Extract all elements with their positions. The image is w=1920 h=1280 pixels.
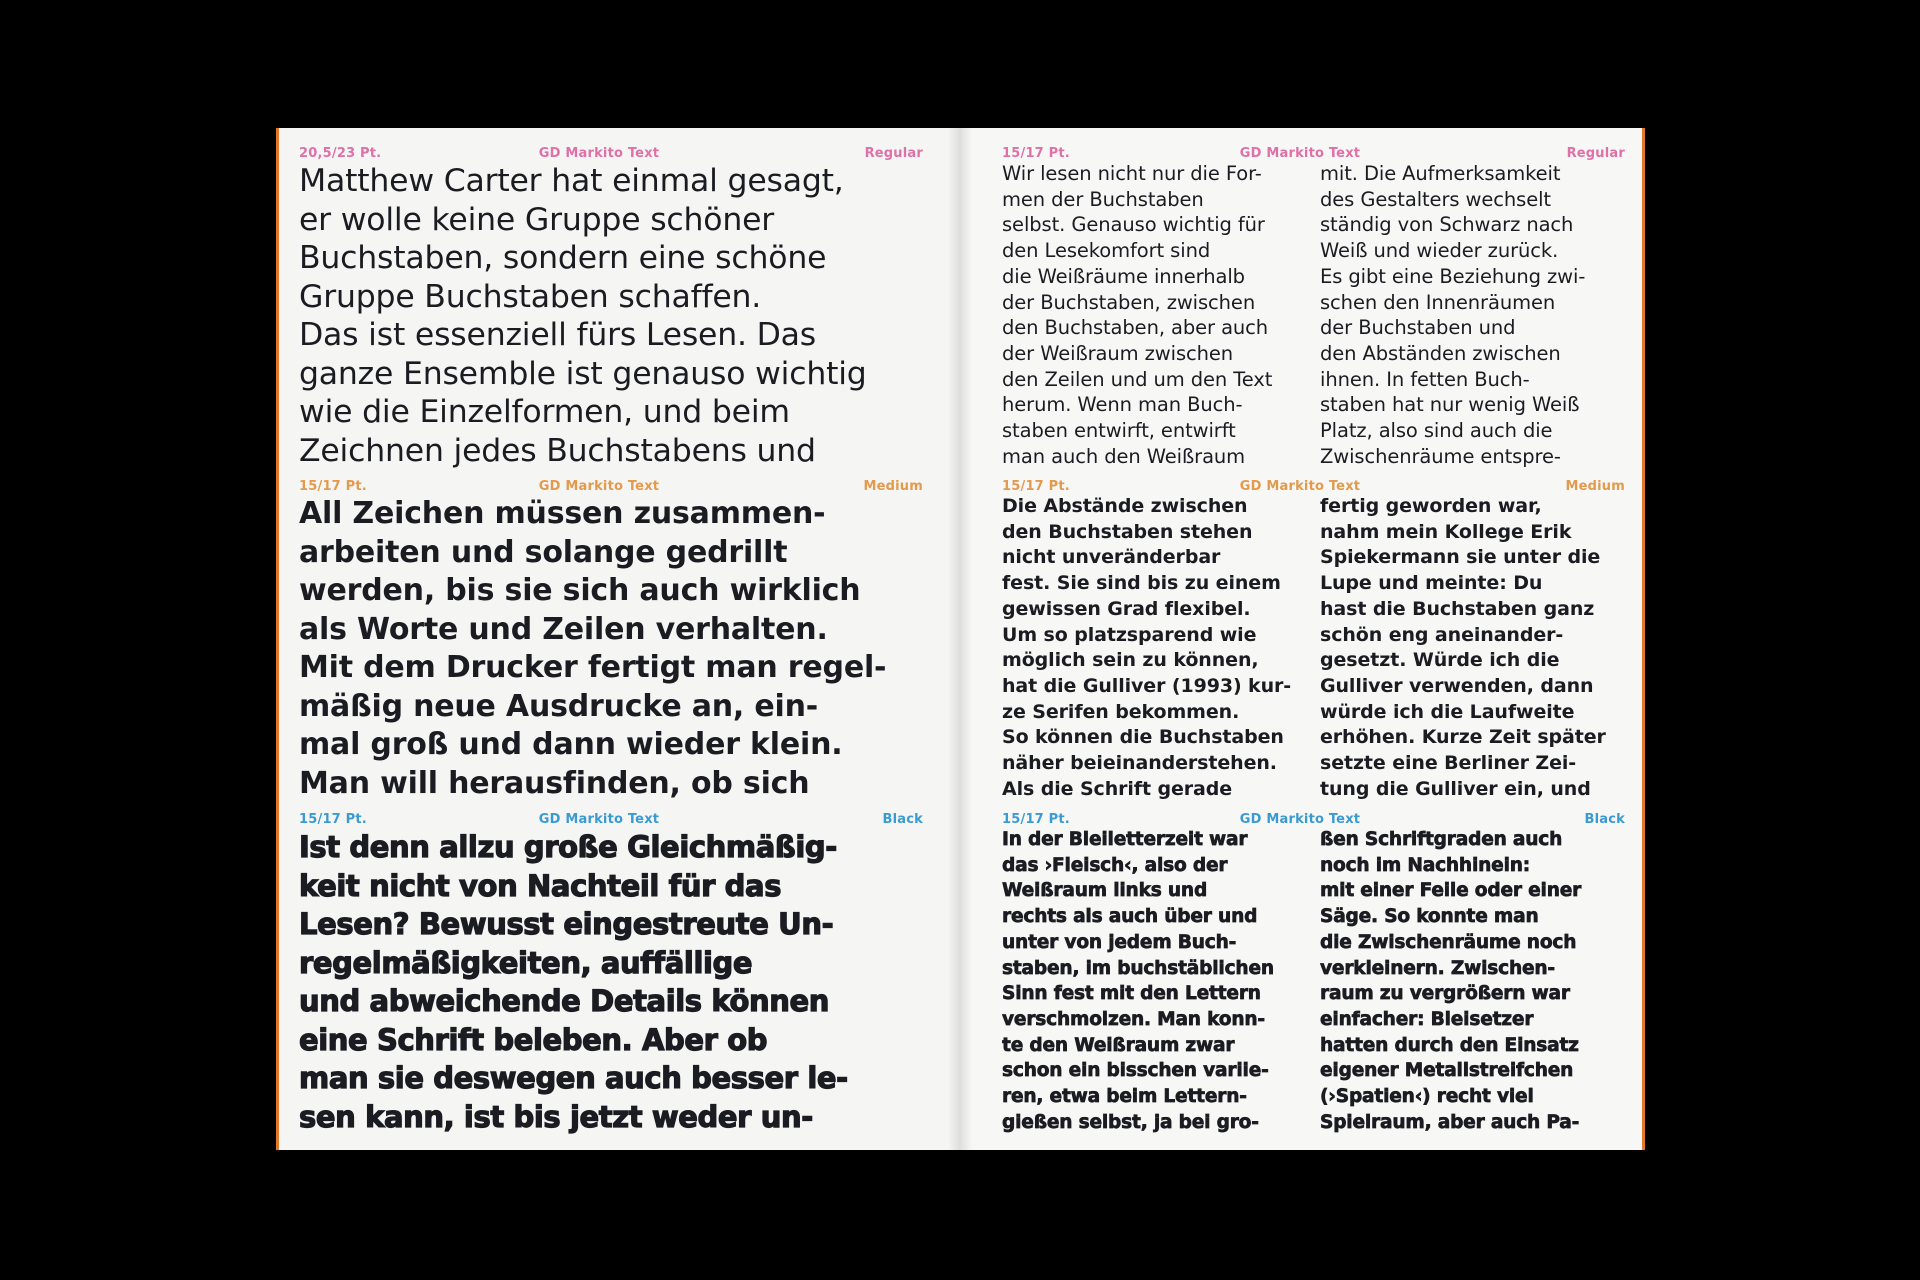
- left-black-text: Ist denn allzu große Gleichmäßig- keit nicht von Nachteil für das Lesen? Bewusst eingestreute Un- regelmäßigkeiten, auffällige und abweichende Details können eine Schrift beleben. Aber ob man sie deswegen auch besser le- sen kann, ist bis jetzt weder un-: [299, 830, 848, 1134]
- left-regular-weight-label: Regular: [864, 146, 923, 161]
- right-regular-weight-label: Regular: [1566, 146, 1625, 161]
- right-medium-weight-label: Medium: [1565, 479, 1625, 494]
- right-regular-col2: mit. Die Aufmerksamkeit des Gestalters wechselt ständig von Schwarz nach Weiß und wieder zurück. Es gibt eine Beziehung zwi- schen den Innenräumen der Buchstaben und den Abständen zwischen ihnen. In fetten Buch- staben hat nur wenig Weiß Platz, also sind auch die Zwischenräume entspre-: [1320, 162, 1586, 468]
- left-page: [276, 128, 960, 1150]
- right-black-weight-label: Black: [1584, 812, 1625, 827]
- right-regular-col1: Wir lesen nicht nur die For- men der Buchstaben selbst. Genauso wichtig für den Lesekomfort sind die Weißräume innerhalb der Buchstaben, zwischen den Buchstaben, aber auch der Weißraum zwischen den Zeilen und um den Text herum. Wenn man Buch- staben entwirft, entwirft man auch den Weißraum: [1002, 162, 1273, 468]
- right-medium-col2: fertig geworden war, nahm mein Kollege Erik Spiekermann sie unter die Lupe und meinte: Du hast die Buchstaben ganz schön eng aneinander- gesetzt. Würde ich die Gulliver verwenden, dann würde ich die Laufweite erhöhen. Kurze Zeit später setzte eine Berliner Zei- tung die Gulliver ein, und: [1320, 495, 1606, 800]
- right-medium-size-label: 15/17 Pt.: [1002, 479, 1070, 494]
- right-black-col1: In der Bleiletterzeit war das ›Fleisch‹, also der Weißraum links und rechts als auch über und unter von jedem Buch- staben, im buchstäblichen Sinn fest mit den Lettern verschmolzen. Man konn- te den Weißraum zwar schon ein bisschen variie- ren, etwa beim Lettern- gießen selbst, ja bei gro-: [1002, 829, 1274, 1133]
- right-black-font-label: GD Markito Text: [1239, 812, 1361, 827]
- right-regular-size-label: 15/17 Pt.: [1002, 146, 1070, 161]
- right-page: [960, 128, 1645, 1150]
- left-black-weight-label: Black: [882, 812, 923, 827]
- right-medium-font-label: GD Markito Text: [1239, 479, 1361, 494]
- left-medium-text: All Zeichen müssen zusammen- arbeiten und solange gedrillt werden, bis sie sich auch wirklich als Worte und Zeilen verhalten. Mit dem Drucker fertigt man regel- mäßig neue Ausdrucke an, ein- mal groß und dann wieder klein. Man will herausfinden, ob sich: [299, 496, 887, 801]
- left-black-size-label: 15/17 Pt.: [299, 812, 367, 827]
- left-medium-font-label: GD Markito Text: [538, 479, 660, 494]
- right-medium-col1: Die Abstände zwischen den Buchstaben stehen nicht unveränderbar fest. Sie sind bis zu einem gewissen Grad flexibel. Um so platzsparend wie möglich sein zu können, hat die Gulliver (1993) kur- ze Serifen bekommen. So können die Buchstaben näher beieinanderstehen. Als die Schrift gerade: [1002, 495, 1292, 800]
- left-medium-size-label: 15/17 Pt.: [299, 479, 367, 494]
- left-regular-text: Matthew Carter hat einmal gesagt, er wolle keine Gruppe schöner Buchstaben, sondern eine schöne Gruppe Buchstaben schaffen. Das ist essenziell fürs Lesen. Das ganze Ensemble ist genauso wichtig wie die Einzelformen, und beim Zeichnen jedes Buchstabens und: [299, 163, 867, 469]
- left-medium-weight-label: Medium: [863, 479, 923, 494]
- left-black-font-label: GD Markito Text: [538, 812, 660, 827]
- left-regular-font-label: GD Markito Text: [538, 146, 660, 161]
- right-regular-font-label: GD Markito Text: [1239, 146, 1361, 161]
- right-black-col2: ßen Schriftgraden auch noch im Nachhinein: mit einer Feile oder einer Säge. So konnte man die Zwischenräume noch verkleinern. Zwischen- raum zu vergrößern war einfacher: Bleisetzer hatten durch den Einsatz eigener Metallstreifchen (›Spatien‹) recht viel Spielraum, aber auch Pa-: [1320, 829, 1582, 1133]
- right-black-size-label: 15/17 Pt.: [1002, 812, 1070, 827]
- book-gutter-shadow: [948, 128, 972, 1150]
- left-regular-size-label: 20,5/23 Pt.: [299, 146, 382, 161]
